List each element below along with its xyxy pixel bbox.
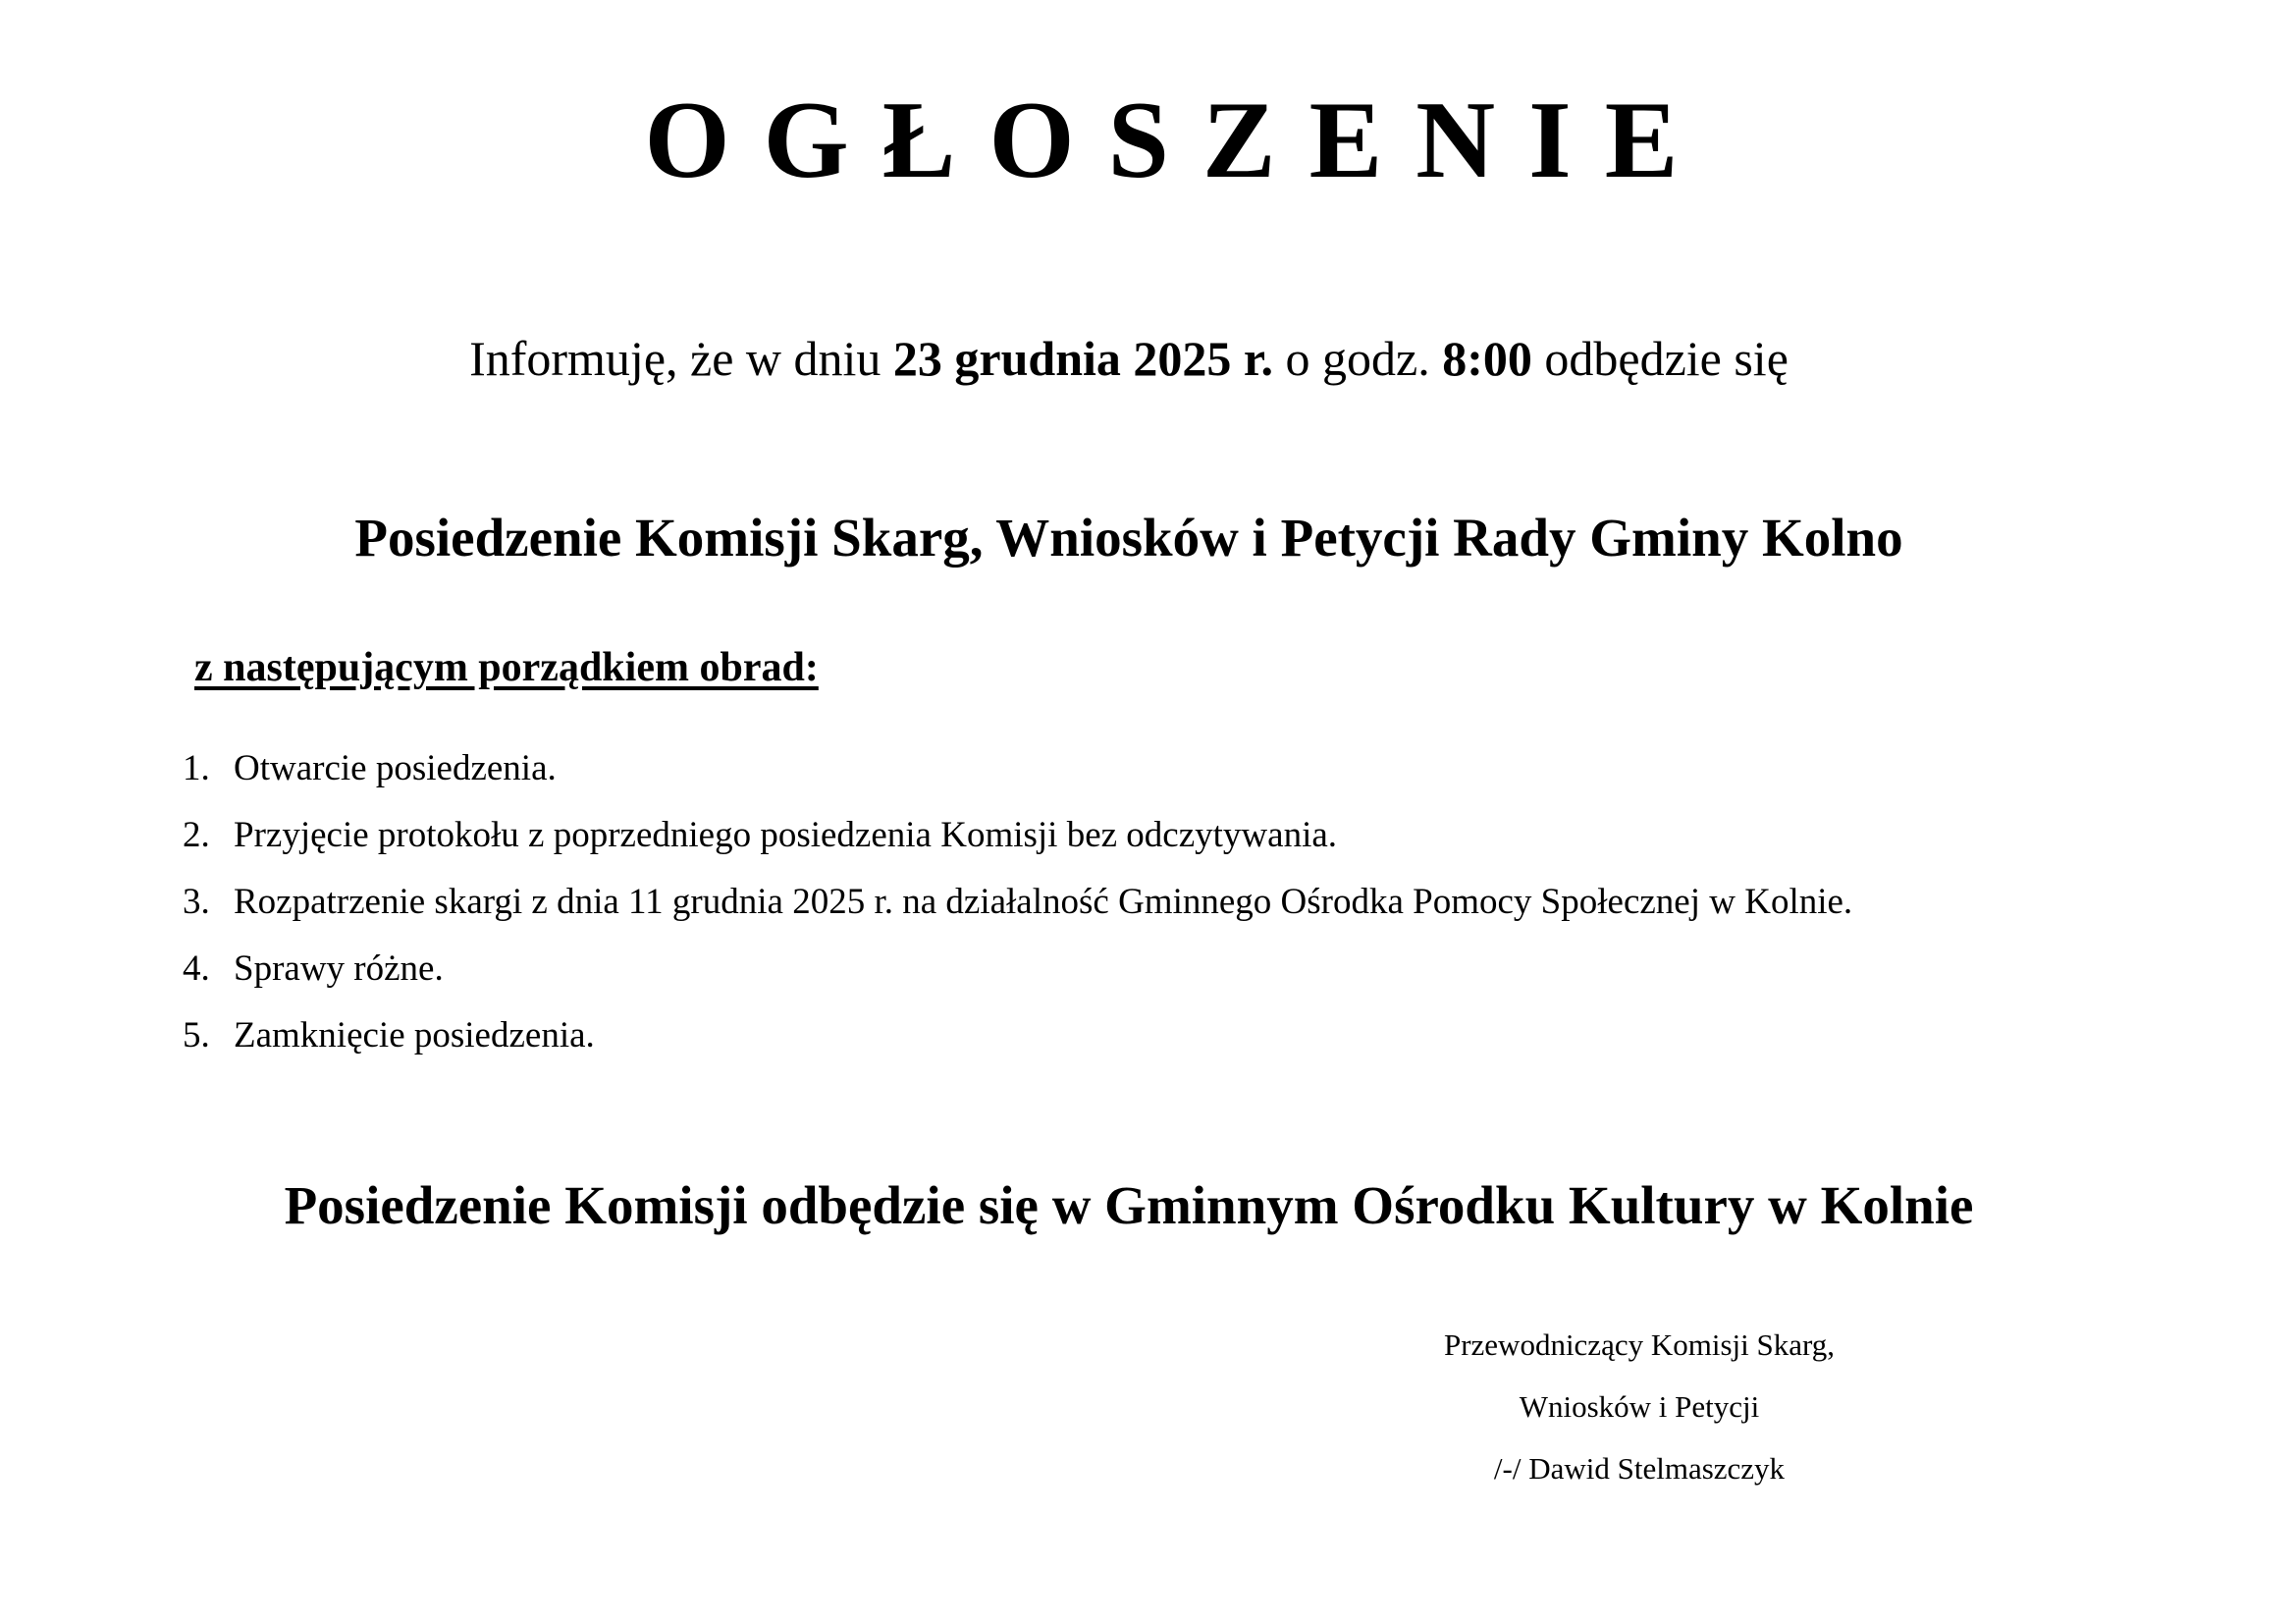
agenda-item-number: 3. [183, 882, 210, 922]
signature-block [1345, 1326, 1934, 1511]
agenda-item [183, 814, 1852, 881]
agenda-item-text: Sprawy różne. [234, 948, 444, 989]
agenda-item-text: Przyjęcie protokołu z poprzedniego posiedzenia Komisji bez odczytywania. [234, 815, 1338, 855]
meeting-time: 8:00 [1442, 331, 1532, 386]
agenda-item-text: Otwarcie posiedzenia. [234, 748, 557, 788]
agenda-label: z następującym porządkiem obrad: [194, 645, 819, 690]
signature-line-name: /-/ Dawid Stelmaszczyk [1493, 1451, 1786, 1486]
agenda-item-number: 5. [183, 1015, 210, 1056]
agenda-item-number: 1. [183, 748, 210, 788]
agenda-item-number: 2. [183, 815, 210, 855]
agenda-item [183, 747, 1852, 814]
agenda-item [183, 947, 1852, 1014]
meeting-date: 23 grudnia 2025 r. [892, 331, 1274, 386]
intro-text-after-time: odbędzie się [1531, 331, 1789, 386]
agenda-item [183, 1014, 1852, 1081]
signature-line-title: Przewodniczący Komisji Skarg, [1443, 1327, 1836, 1362]
signature-line-committee: Wniosków i Petycji [1519, 1389, 1760, 1424]
agenda-item-number: 4. [183, 948, 210, 989]
meeting-location: Posiedzenie Komisji odbędzie się w Gminnym Ośrodku Kultury w Kolnie [284, 1175, 1974, 1235]
agenda-list [183, 747, 1852, 1081]
agenda-item-text: Rozpatrzenie skargi z dnia 11 grudnia 2025 r. na działalność Gminnego Ośrodka Pomocy Społecznej w Kolnie. [234, 882, 1853, 922]
intro-paragraph [0, 329, 2258, 388]
agenda-item-text: Zamknięcie posiedzenia. [234, 1015, 595, 1056]
intro-text-before-time: o godz. [1273, 331, 1443, 386]
agenda-item [183, 881, 1852, 947]
page-title: OGŁOSZENIE [644, 80, 1712, 201]
intro-text-before-date: Informuję, że w dniu [469, 331, 893, 386]
meeting-title: Posiedzenie Komisji Skarg, Wniosków i Petycji Rady Gminy Kolno [354, 508, 1903, 568]
